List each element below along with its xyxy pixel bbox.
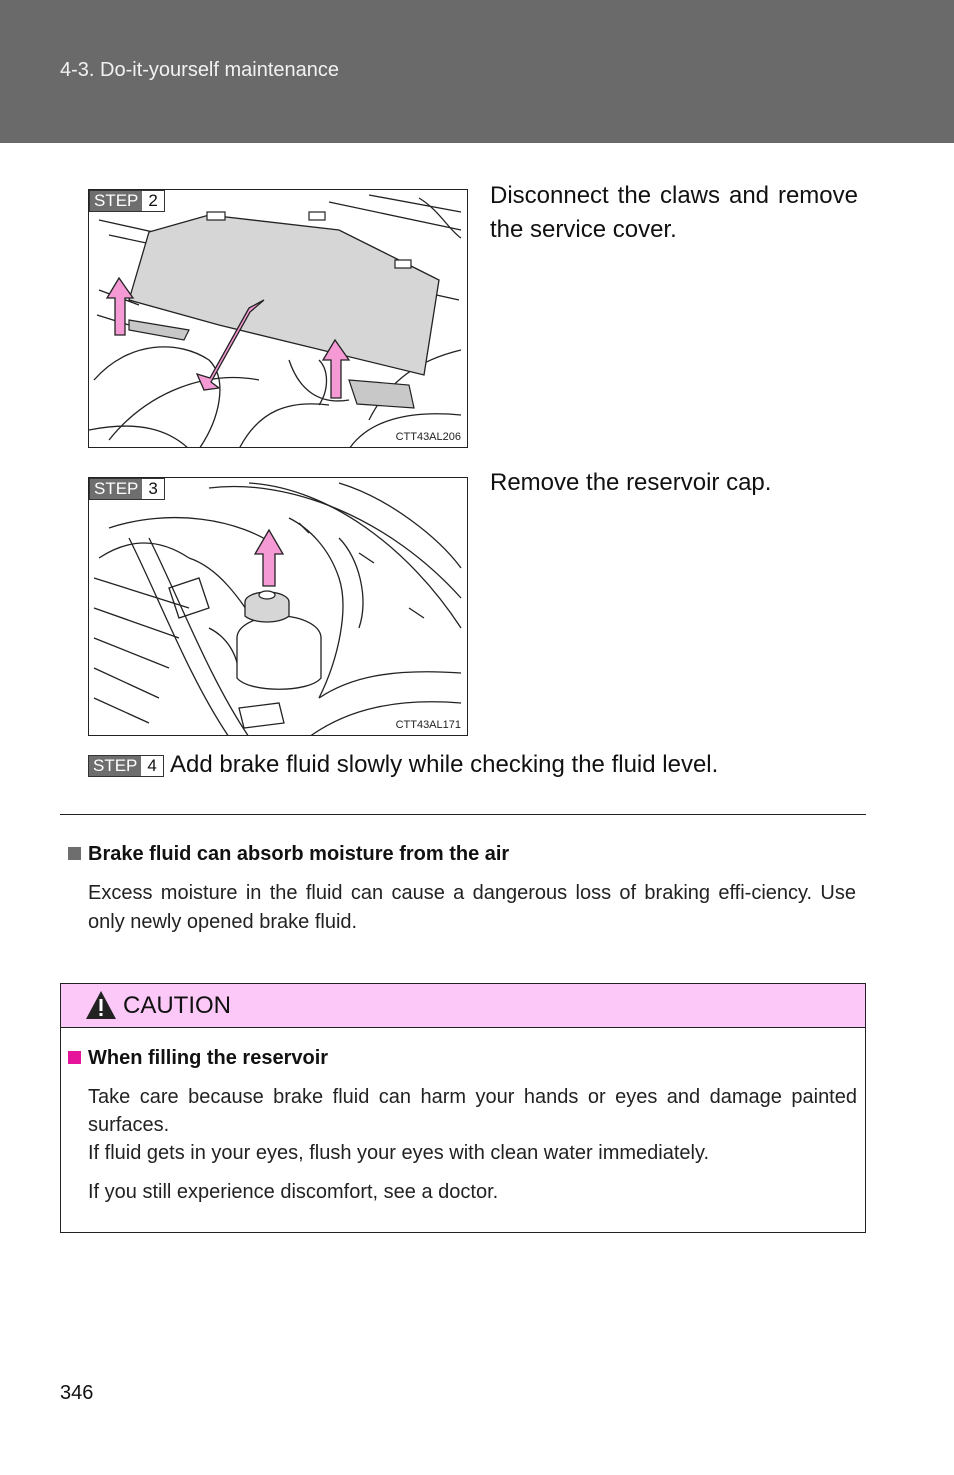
caution-header [61, 984, 865, 1028]
page-number: 346 [60, 1382, 94, 1404]
gray-square-icon [68, 847, 81, 860]
note-heading: Brake fluid can absorb moisture from the air [68, 843, 509, 866]
note-body: Excess moisture in the fluid can cause a dangerous loss of braking effi-ciency. Use only newly opened brake fluid. [88, 882, 856, 933]
caution-paragraph: Take care because brake fluid can harm your hands or eyes and damage painted surfaces. [88, 1086, 857, 1136]
caution-body [88, 1083, 857, 1206]
page-header [0, 0, 954, 143]
step-2-text: Disconnect the claws and remove the service cover. [490, 182, 858, 243]
section-title: 4-3. Do-it-yourself maintenance [60, 59, 340, 81]
caution-subheading: When filling the reservoir [68, 1047, 328, 1070]
step-3-text: Remove the reservoir cap. [490, 469, 772, 496]
caution-paragraph: If you still experience discomfort, see a doctor. [88, 1181, 499, 1203]
step-3-illustration [88, 477, 468, 736]
pink-square-icon [68, 1051, 81, 1064]
step-4-badge: STEP 4 [88, 755, 164, 777]
caution-paragraph: If fluid gets in your eyes, flush your eyes with clean water immediately. [88, 1142, 710, 1164]
reservoir-cap-drawing [89, 478, 468, 736]
caution-box [60, 983, 866, 1233]
step-badge: STEP 3 [89, 478, 165, 500]
pink-arrow-icon [255, 530, 283, 586]
warning-triangle-icon [84, 989, 118, 1021]
step-4-text: Add brake fluid slowly while checking the fluid level. [170, 751, 719, 778]
section-divider [60, 814, 866, 815]
step-2-illustration [88, 189, 468, 448]
step-badge: STEP 2 [89, 190, 165, 212]
service-cover-drawing [89, 190, 468, 448]
caution-label: CAUTION [123, 992, 231, 1019]
figure-code: CTT43AL171 [395, 719, 461, 731]
figure-code: CTT43AL206 [395, 431, 461, 443]
